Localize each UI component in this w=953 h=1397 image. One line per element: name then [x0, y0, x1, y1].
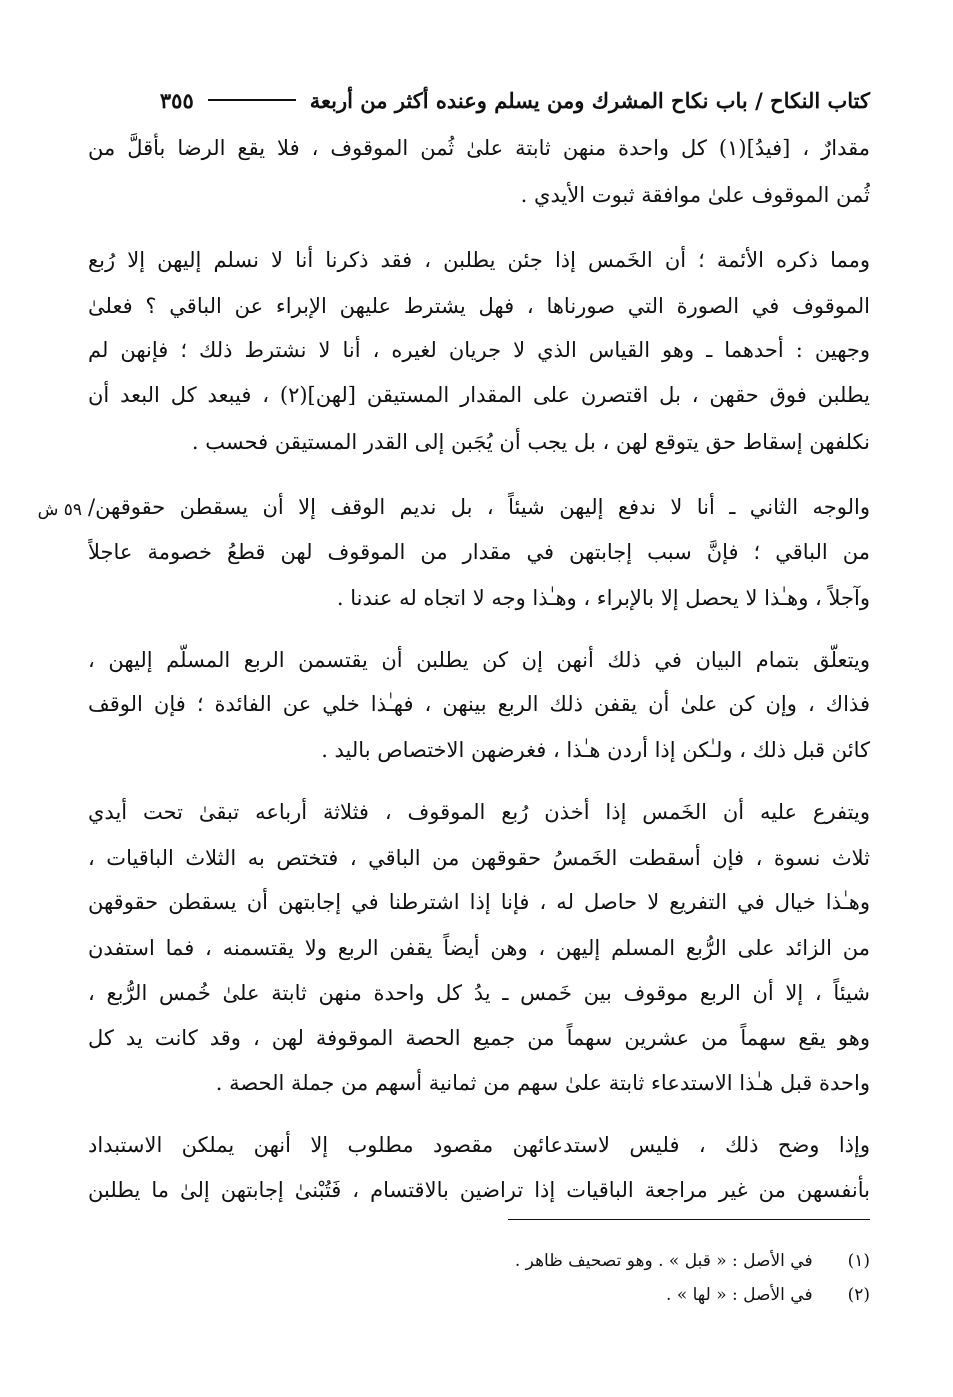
text-line: وهـٰذا خيال في التفريع لا حاصل له ، فإنا إذا اشترطنا في إجابتهن أن يسقطن حقوقهن [88, 890, 870, 914]
text-line: فذاك ، وإن كن علىٰ أن يقفن ذلك الربع بينهن ، فهـٰذا خلي عن الفائدة ؛ فإن الوقف [88, 692, 870, 716]
running-header-title: كتاب النكاح / باب نكاح المشرك ومن يسلم وعنده أكثر من أربعة [309, 87, 870, 113]
footnote-text: في الأصل : « لها » . [666, 1285, 813, 1305]
text-line: ثلاث نسوة ، فإن أسقطت الخَمسُ حقوقهن من الباقي ، فتختص به الثلاث الباقيات ، [88, 846, 870, 870]
page-number: ٣٥٥ [159, 87, 194, 113]
text-line: ويتفرع عليه أن الخَمس إذا أخذن رُبع الموقوف ، فثلاثة أرباعه تبقىٰ تحت أيدي [88, 800, 870, 824]
text-line: بأنفسهن من غير مراجعة الباقيات إذا تراضين بالاقتسام ، فَتُبْنىٰ إجابتهن إلىٰ ما يطلبن [88, 1178, 870, 1202]
text-line: شيئاً ، إلا أن الربع موقوف بين خَمس ـ يدُ كل واحدة منهن ثابتة علىٰ خُمس الرُّبع ، [88, 981, 870, 1005]
running-header [100, 80, 870, 120]
footnote-text: في الأصل : « قبل » . وهو تصحيف ظاهر . [514, 1251, 813, 1271]
footnote-number: (٢) [847, 1285, 870, 1305]
text-line: نكلفهن إسقاط حق يتوقع لهن ، بل يجب أن يُجَبن إلى القدر المستيقن فحسب . [191, 430, 870, 454]
footnote [300, 1246, 870, 1276]
text-line: وإذا وضح ذلك ، فليس لاستدعائهن مقصود مطلوب إلا أنهن يملكن الاستبداد [88, 1133, 870, 1157]
text-line: ومما ذكره الأئمة ؛ أن الخَمس إذا جئن يطلبن ، فقد ذكرنا أنا لا نسلم إليهن إلا رُبع [88, 248, 870, 272]
text-line: من الباقي ؛ فإنَّ سبب إجابتهن في مقدار من الموقوف لهن قطعُ خصومة عاجلاً [88, 540, 870, 564]
text-line: وهو يقع سهماً من عشرين سهماً من جميع الحصة الموقوفة لهن ، وقد كانت يد كل [88, 1026, 870, 1050]
text-line: ويتعلّق بتمام البيان في ذلك أنهن إن كن يطلبن أن يقتسمن الربع المسلّم إليهن ، [88, 648, 870, 672]
footnote [300, 1280, 870, 1310]
text-line: يطلبن فوق حقهن ، بل اقتصرن على المقدار المستيقن [لهن](٢) ، فيبعد كل البعد أن [88, 383, 870, 407]
text-line: واحدة قبل هـٰذا الاستدعاء ثابتة علىٰ سهم من ثمانية أسهم من جملة الحصة . [215, 1071, 870, 1095]
text-line: والوجه الثاني ـ أنا لا ندفع إليهن شيئاً ، بل نديم الوقف إلا أن يسقطن حقوقهن/ [88, 495, 870, 519]
text-line: الموقوف في الصورة التي صورناها ، فهل يشترط عليهن الإبراء عن الباقي ؟ فعلىٰ [88, 294, 870, 318]
text-line: كائن قبل ذلك ، ولـٰكن إذا أردن هـٰذا ، فغرضهن الاختصاص باليد . [321, 738, 870, 762]
header-rule [208, 99, 296, 101]
text-line: وآجلاً ، وهـٰذا لا يحصل إلا بالإبراء ، وهـٰذا وجه لا اتجاه له عندنا . [336, 586, 870, 610]
text-line: مقدارٌ ، [فيدُ](١) كل واحدة منهن ثابتة علىٰ ثُمن الموقوف ، فلا يقع الرضا بأقلَّ من [88, 136, 870, 160]
text-line: من الزائد على الرُّبع المسلم إليهن ، وهن أيضاً يقفن الربع ولا يقتسمنه ، فما استفدن [88, 936, 870, 960]
footnote-number: (١) [847, 1251, 870, 1271]
text-line: وجهين : أحدهما ـ وهو القياس الذي لا جريان لغيره ، أنا لا نشترط ذلك ؛ فإنهن لم [88, 338, 870, 362]
text-line: ثُمن الموقوف علىٰ موافقة ثبوت الأيدي . [520, 183, 870, 207]
footnote-separator [508, 1219, 870, 1220]
marginal-folio-note: ٥٩ ش [37, 500, 82, 520]
